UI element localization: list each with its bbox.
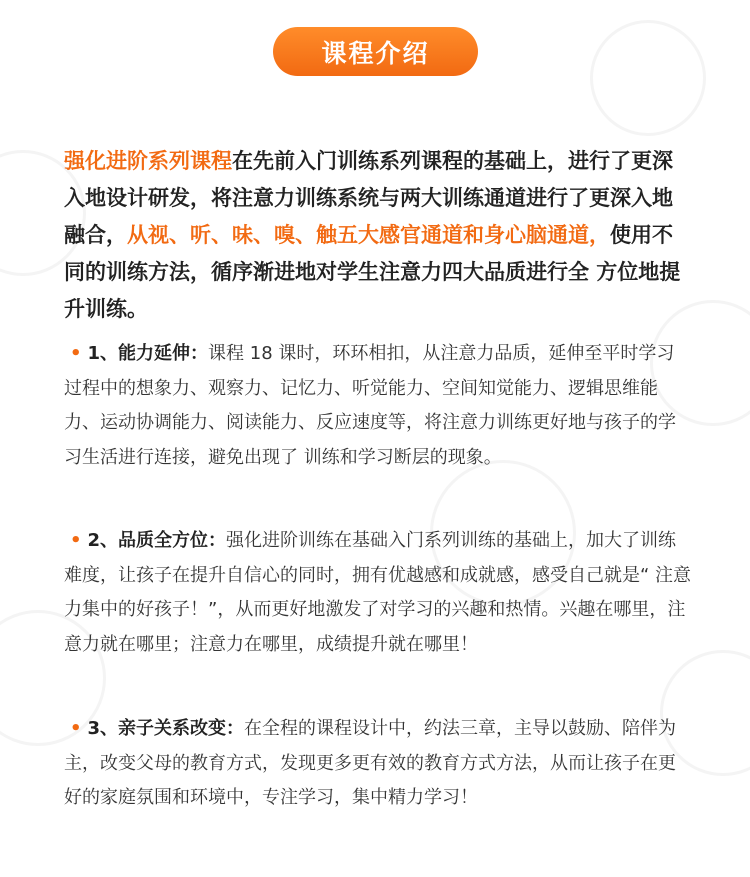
watermark-mark (590, 20, 706, 136)
intro-text-2: 使用不同的训练方法，循序渐进地对学生注意力四大品质进行全 方位地提升训练。 (64, 223, 681, 321)
bullet-icon: • (70, 343, 82, 364)
section-parent-child-relationship (64, 712, 692, 816)
section-heading: 3、亲子关系改变： (87, 718, 245, 739)
section-all-round-quality (64, 524, 692, 662)
intro-highlight-course: 强化进阶系列课程 (64, 149, 232, 173)
section-body: 强化进阶训练在基础入门系列训练的基础上，加大了训练难度，让孩子在提升自信心的同时，拥有优越感和成就感，感受自己就是“ 注意力集中的好孩子！”，从而更好地激发了对学习的兴趣和热情。兴趣在哪里，注意力就在哪里；注意力在哪里，成绩提升就在哪里！ (64, 530, 692, 655)
bullet-icon: • (70, 530, 82, 551)
section-heading: 1、能力延伸： (87, 343, 209, 364)
page-title: 课程介绍 (321, 38, 430, 68)
section-heading: 2、品质全方位： (87, 530, 227, 551)
section-body: 在全程的课程设计中，约法三章，主导以鼓励、陪伴为主，改变父母的教育方式，发现更多更有效的教育方式方法，从而让孩子在更好的家庭氛围和环境中，专注学习，集中精力学习！ (64, 718, 677, 808)
intro-paragraph (64, 143, 692, 328)
section-ability-extension (64, 337, 692, 475)
section-title-pill (273, 27, 478, 76)
intro-text-1: 在先前入门训练系列课程的基础上，进行了更深入地设计研发，将注意力训练系统与两大训练通道进行了更深入地融合， (64, 149, 673, 247)
intro-highlight-channels: 从视、听、味、嗅、触五大感官通道和身心脑通道， (127, 223, 610, 247)
bullet-icon: • (70, 718, 82, 739)
section-body: 课程 18 课时，环环相扣，从注意力品质，延伸至平时学习过程中的想象力、观察力、记忆力、听觉能力、空间知觉能力、逻辑思维能力、运动协调能力、阅读能力、反应速度等，将注意力训练更好地与孩子的学习生活进行连接，避免出现了 训练和学习断层的现象。 (64, 343, 676, 468)
